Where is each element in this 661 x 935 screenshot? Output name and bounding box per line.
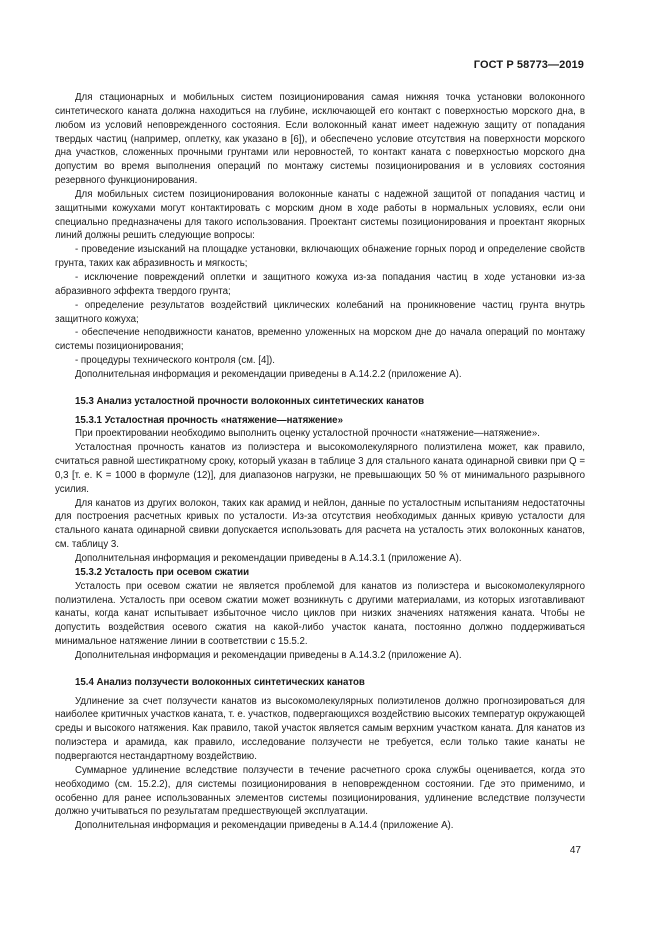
section-heading: 15.3 Анализ усталостной прочности волоконных синтетических канатов bbox=[75, 395, 425, 407]
reference-note: Дополнительная информация и рекомендации приведены в А.14.2.2 (приложение А). bbox=[75, 368, 462, 380]
paragraph: Суммарное удлинение вследствие ползучести в течение расчетного срока службы оценивается, когда это необходимо (см. 15.2.2), для системы позиционирования в неповрежденном состоянии. Где это применимо, и особенно для ранее использованных элементов системы позиционирования, удлинение вследствие ползучести должно учитываться по результатам предшествующей эксплуатации. bbox=[55, 764, 585, 818]
paragraph: Для мобильных систем позиционирования волоконные канаты с надежной защитой от попадания частиц и защитными кожухами могут контактировать с морским дном в ходе работы в нормальных условиях, если они специально предназначены для такого использования. Проектант системы позиционирования и проектант якорных линий должны решить следующие вопросы: bbox=[55, 188, 585, 242]
list-item: - процедуры технического контроля (см. [4]). bbox=[75, 355, 275, 367]
body-text bbox=[55, 91, 585, 833]
reference-note: Дополнительная информация и рекомендации приведены в А.14.3.1 (приложение А). bbox=[75, 553, 462, 564]
paragraph: Усталостная прочность канатов из полиэстера и высокомолекулярного полиэтилена может, как правило, считаться равной шестикратному сроку, который указан в таблице 3 для стального каната одинарной свивки при Q = 0,3 [т. е. K = 1000 в формуле (12)], для диапазонов нагрузки, не превышающих 50 % от минимального разрывного усилия. bbox=[55, 442, 585, 495]
list-item: - определение результатов воздействий циклических колебаний на проникновение частиц грунта внутрь защитного кожуха; bbox=[55, 299, 585, 325]
subsection-heading: 15.3.2 Усталость при осевом сжатии bbox=[75, 566, 250, 578]
reference-note: Дополнительная информация и рекомендации приведены в А.14.4 (приложение А). bbox=[75, 820, 454, 832]
subsection-heading: 15.3.1 Усталостная прочность «натяжение—натяжение» bbox=[75, 414, 343, 426]
page-number: 47 bbox=[569, 845, 581, 856]
paragraph: Для стационарных и мобильных систем позиционирования самая нижняя точка установки волоконного синтетического каната должна находиться на глубине, исключающей его контакт с поверхностью морского дна, в любом из условий неповрежденного состояния. Если волоконный канат имеет надежную защиту от попадания твердых частиц (например, оплетку, как указано в [6]), и обеспечено условие отсутствия на поверхности морского дна участков, сложенных прочными грунтами или неровностей, то контакт каната с поверхностью морского дна допустим во время выполнения операций по монтажу системы позиционирования и в условиях состояния резервного функционирования. bbox=[55, 92, 585, 187]
paragraph: Усталость при осевом сжатии не является проблемой для канатов из полиэстера и высокомолекулярного полиэтилена. Усталость при осевом сжатии может возникнуть с другими материалами, из которых изготавливают канаты, когда канат испытывает избыточное число циклов при низких значениях натяжения каната. Чтобы не допустить воздействия осевого сжатия на какой-либо участок каната, постоянно должно поддерживаться минимальное натяжение линии в соответствии с 15.5.2. bbox=[55, 580, 585, 648]
reference-note: Дополнительная информация и рекомендации приведены в А.14.3.2 (приложение А). bbox=[75, 649, 462, 661]
paragraph: При проектировании необходимо выполнить оценку усталостной прочности «натяжение—натяжение». bbox=[75, 428, 540, 440]
paragraph: Удлинение за счет ползучести канатов из высокомолекулярных полиэтиленов должно прогнозироваться для наиболее критичных участков каната, т. е. участков, подвергающихся воздействию высоких температур окружающей среды и высокого натяжения. Как правило, такой участок является самым верхним участком каната. Для канатов из полиэстера и арамида, как правило, исследование ползучести не требуется, если только такие канаты не подвергаются нестандартному воздействию. bbox=[55, 695, 585, 762]
standard-header: ГОСТ Р 58773—2019 bbox=[473, 59, 584, 71]
list-item: - проведение изысканий на площадке установки, включающих обнажение горных пород и определение свойств грунта, таких как абразивность и мягкость; bbox=[55, 244, 585, 270]
list-item: - исключение повреждений оплетки и защитного кожуха из-за попадания частиц в ходе установки из-за абразивного эффекта твердого грунта; bbox=[55, 271, 585, 297]
paragraph: Для канатов из других волокон, таких как арамид и нейлон, данные по усталостным испытаниям недостаточны для построения расчетных кривых по усталости. Из-за отсутствия необходимых данных кривую усталости для стального каната одинарной свивки допускается использовать для расчета на усталость этих волоконных канатов, см. таблицу 3. bbox=[55, 497, 585, 551]
list-item: - обеспечение неподвижности канатов, временно уложенных на морском дне до начала операций по монтажу системы позиционирования; bbox=[55, 327, 585, 353]
section-heading: 15.4 Анализ ползучести волоконных синтетических канатов bbox=[75, 676, 365, 688]
